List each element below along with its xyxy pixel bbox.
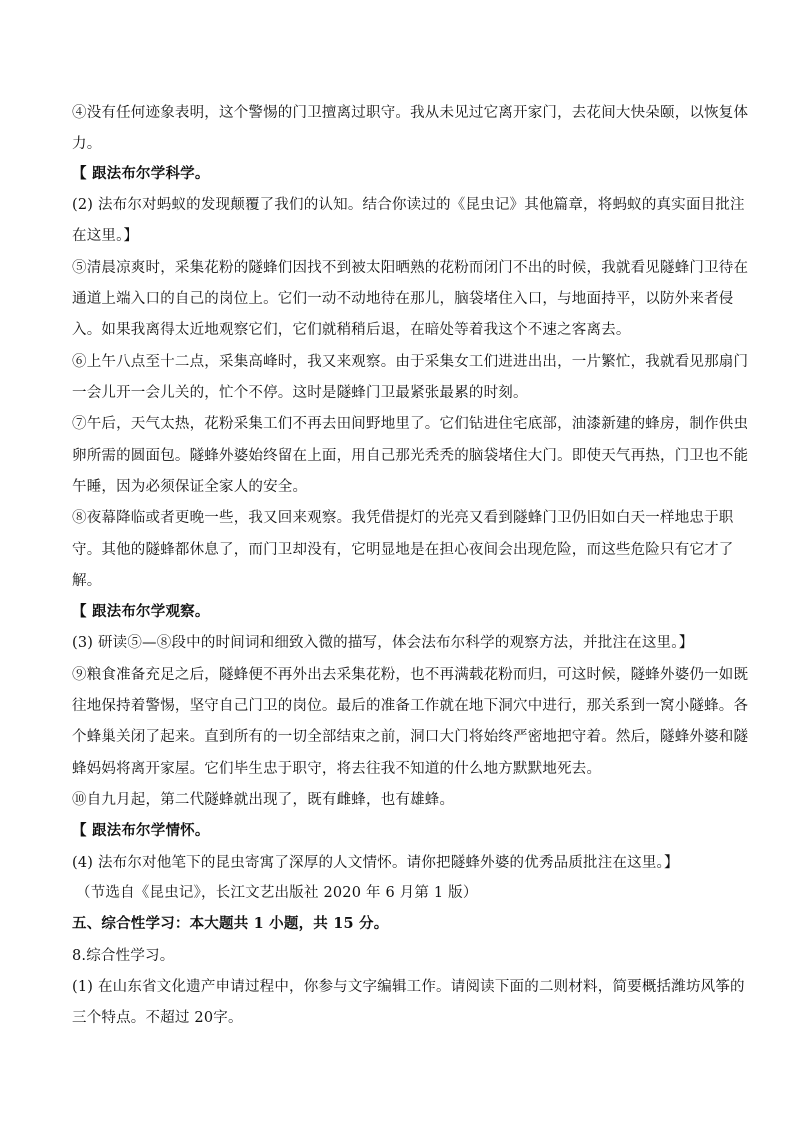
paragraph-8-line-1: ⑧夜幕降临或者更晚一些，我又回来观察。我凭借提灯的光亮又看到隧蜂门卫仍旧如白天一样地忠于职 bbox=[72, 510, 734, 526]
paragraph-4-line-2: 力。 bbox=[72, 136, 102, 152]
paragraph-7-line-2: 卵所需的圆面包。隧蜂外婆始终留在上面，用自己那光秃秃的脑袋堵住大门。即使天气再热，门卫也不能 bbox=[72, 448, 749, 464]
paragraph-5-line-3: 入。如果我离得太近地观察它们，它们就稍稍后退，在暗处等着我这个不速之客离去。 bbox=[72, 322, 631, 338]
paragraph-9-line-4: 蜂妈妈将离开家屋。它们毕生忠于职守，将去往我不知道的什么地方默默地死去。 bbox=[72, 761, 602, 777]
question-3: (3) 研读⑤—⑧段中的时间词和细致入微的描写，体会法布尔科学的观察方法，并批注在这里。】 bbox=[72, 635, 694, 651]
annotation-heading-observation: 【 跟法布尔学观察。 bbox=[72, 603, 210, 620]
annotation-heading-sentiment: 【 跟法布尔学情怀。 bbox=[72, 822, 210, 839]
paragraph-8-line-3: 解。 bbox=[72, 573, 102, 589]
paragraph-9-line-2: 往地保持着警惕，坚守自己门卫的岗位。最后的准备工作就在地下洞穴中进行，那关系到一窝小隧蜂。各 bbox=[72, 698, 749, 714]
question-4: (4) 法布尔对他笔下的昆虫寄寓了深厚的人文情怀。请你把隧蜂外婆的优秀品质批注在这里。】 bbox=[72, 855, 679, 871]
paragraph-6-line-1: ⑥上午八点至十二点，采集高峰时，我又来观察。由于采集女工们进进出出，一片繁忙，我就看见那扇门 bbox=[72, 354, 749, 370]
annotation-heading-science: 【 跟法布尔学科学。 bbox=[72, 165, 210, 182]
source-citation: （节选自《昆虫记》，长江文艺出版社 2020 年 6 月第 1 版） bbox=[76, 885, 478, 901]
paragraph-4-line-1: ④没有任何迹象表明，这个警惕的门卫擅离过职守。我从未见过它离开家门，去花间大快朵颐，以恢复体 bbox=[72, 105, 749, 121]
paragraph-9-line-1: ⑨粮食准备充足之后，隧蜂便不再外出去采集花粉，也不再满载花粉而归，可这时候，隧蜂外婆仍一如既 bbox=[72, 667, 749, 683]
section-5-heading: 五、综合性学习：本大题共 1 小题，共 15 分。 bbox=[72, 915, 389, 932]
question-8-1-line-2: 三个特点。不超过 20字。 bbox=[72, 1010, 243, 1026]
paragraph-5-line-2: 通道上端入口的自己的岗位上。它们一动不动地待在那儿，脑袋堵住入口，与地面持平，以防外来者侵 bbox=[72, 291, 734, 307]
question-8-title: 8.综合性学习。 bbox=[72, 948, 175, 964]
paragraph-7-line-3: 午睡，因为必须保证全家人的安全。 bbox=[72, 479, 308, 495]
paragraph-7-line-1: ⑦午后，天气太热，花粉采集工们不再去田间野地里了。它们钻进住宅底部，油漆新建的蜂房，制作供虫 bbox=[72, 416, 749, 432]
paragraph-6-line-2: 一会儿开一会儿关的，忙个不停。这时是隧蜂门卫最紧张最累的时刻。 bbox=[72, 385, 528, 401]
paragraph-5-line-1: ⑤清晨凉爽时，采集花粉的隧蜂们因找不到被太阳晒熟的花粉而闭门不出的时候，我就看见隧蜂门卫待在 bbox=[72, 260, 749, 276]
paragraph-9-line-3: 个蜂巢关闭了起来。直到所有的一切全部结束之前，洞口大门将始终严密地把守着。然后，隧蜂外婆和隧 bbox=[72, 729, 749, 745]
paragraph-8-line-2: 守。其他的隧蜂都休息了，而门卫却没有，它明显地是在担心夜间会出现危险，而这些危险只有它才了 bbox=[72, 542, 734, 558]
question-8-1-line-1: (1) 在山东省文化遗产申请过程中，你参与文字编辑工作。请阅读下面的二则材料，简要概括潍坊风筝的 bbox=[72, 979, 745, 995]
question-2-line-2: 在这里。】 bbox=[72, 228, 139, 244]
paragraph-10: ⑩自九月起，第二代隧蜂就出现了，既有雌蜂，也有雄蜂。 bbox=[72, 792, 455, 808]
question-2-line-1: (2) 法布尔对蚂蚁的发现颠覆了我们的认知。结合你读过的《昆虫记》其他篇章，将蚂蚁的真实面目批注 bbox=[72, 197, 745, 213]
